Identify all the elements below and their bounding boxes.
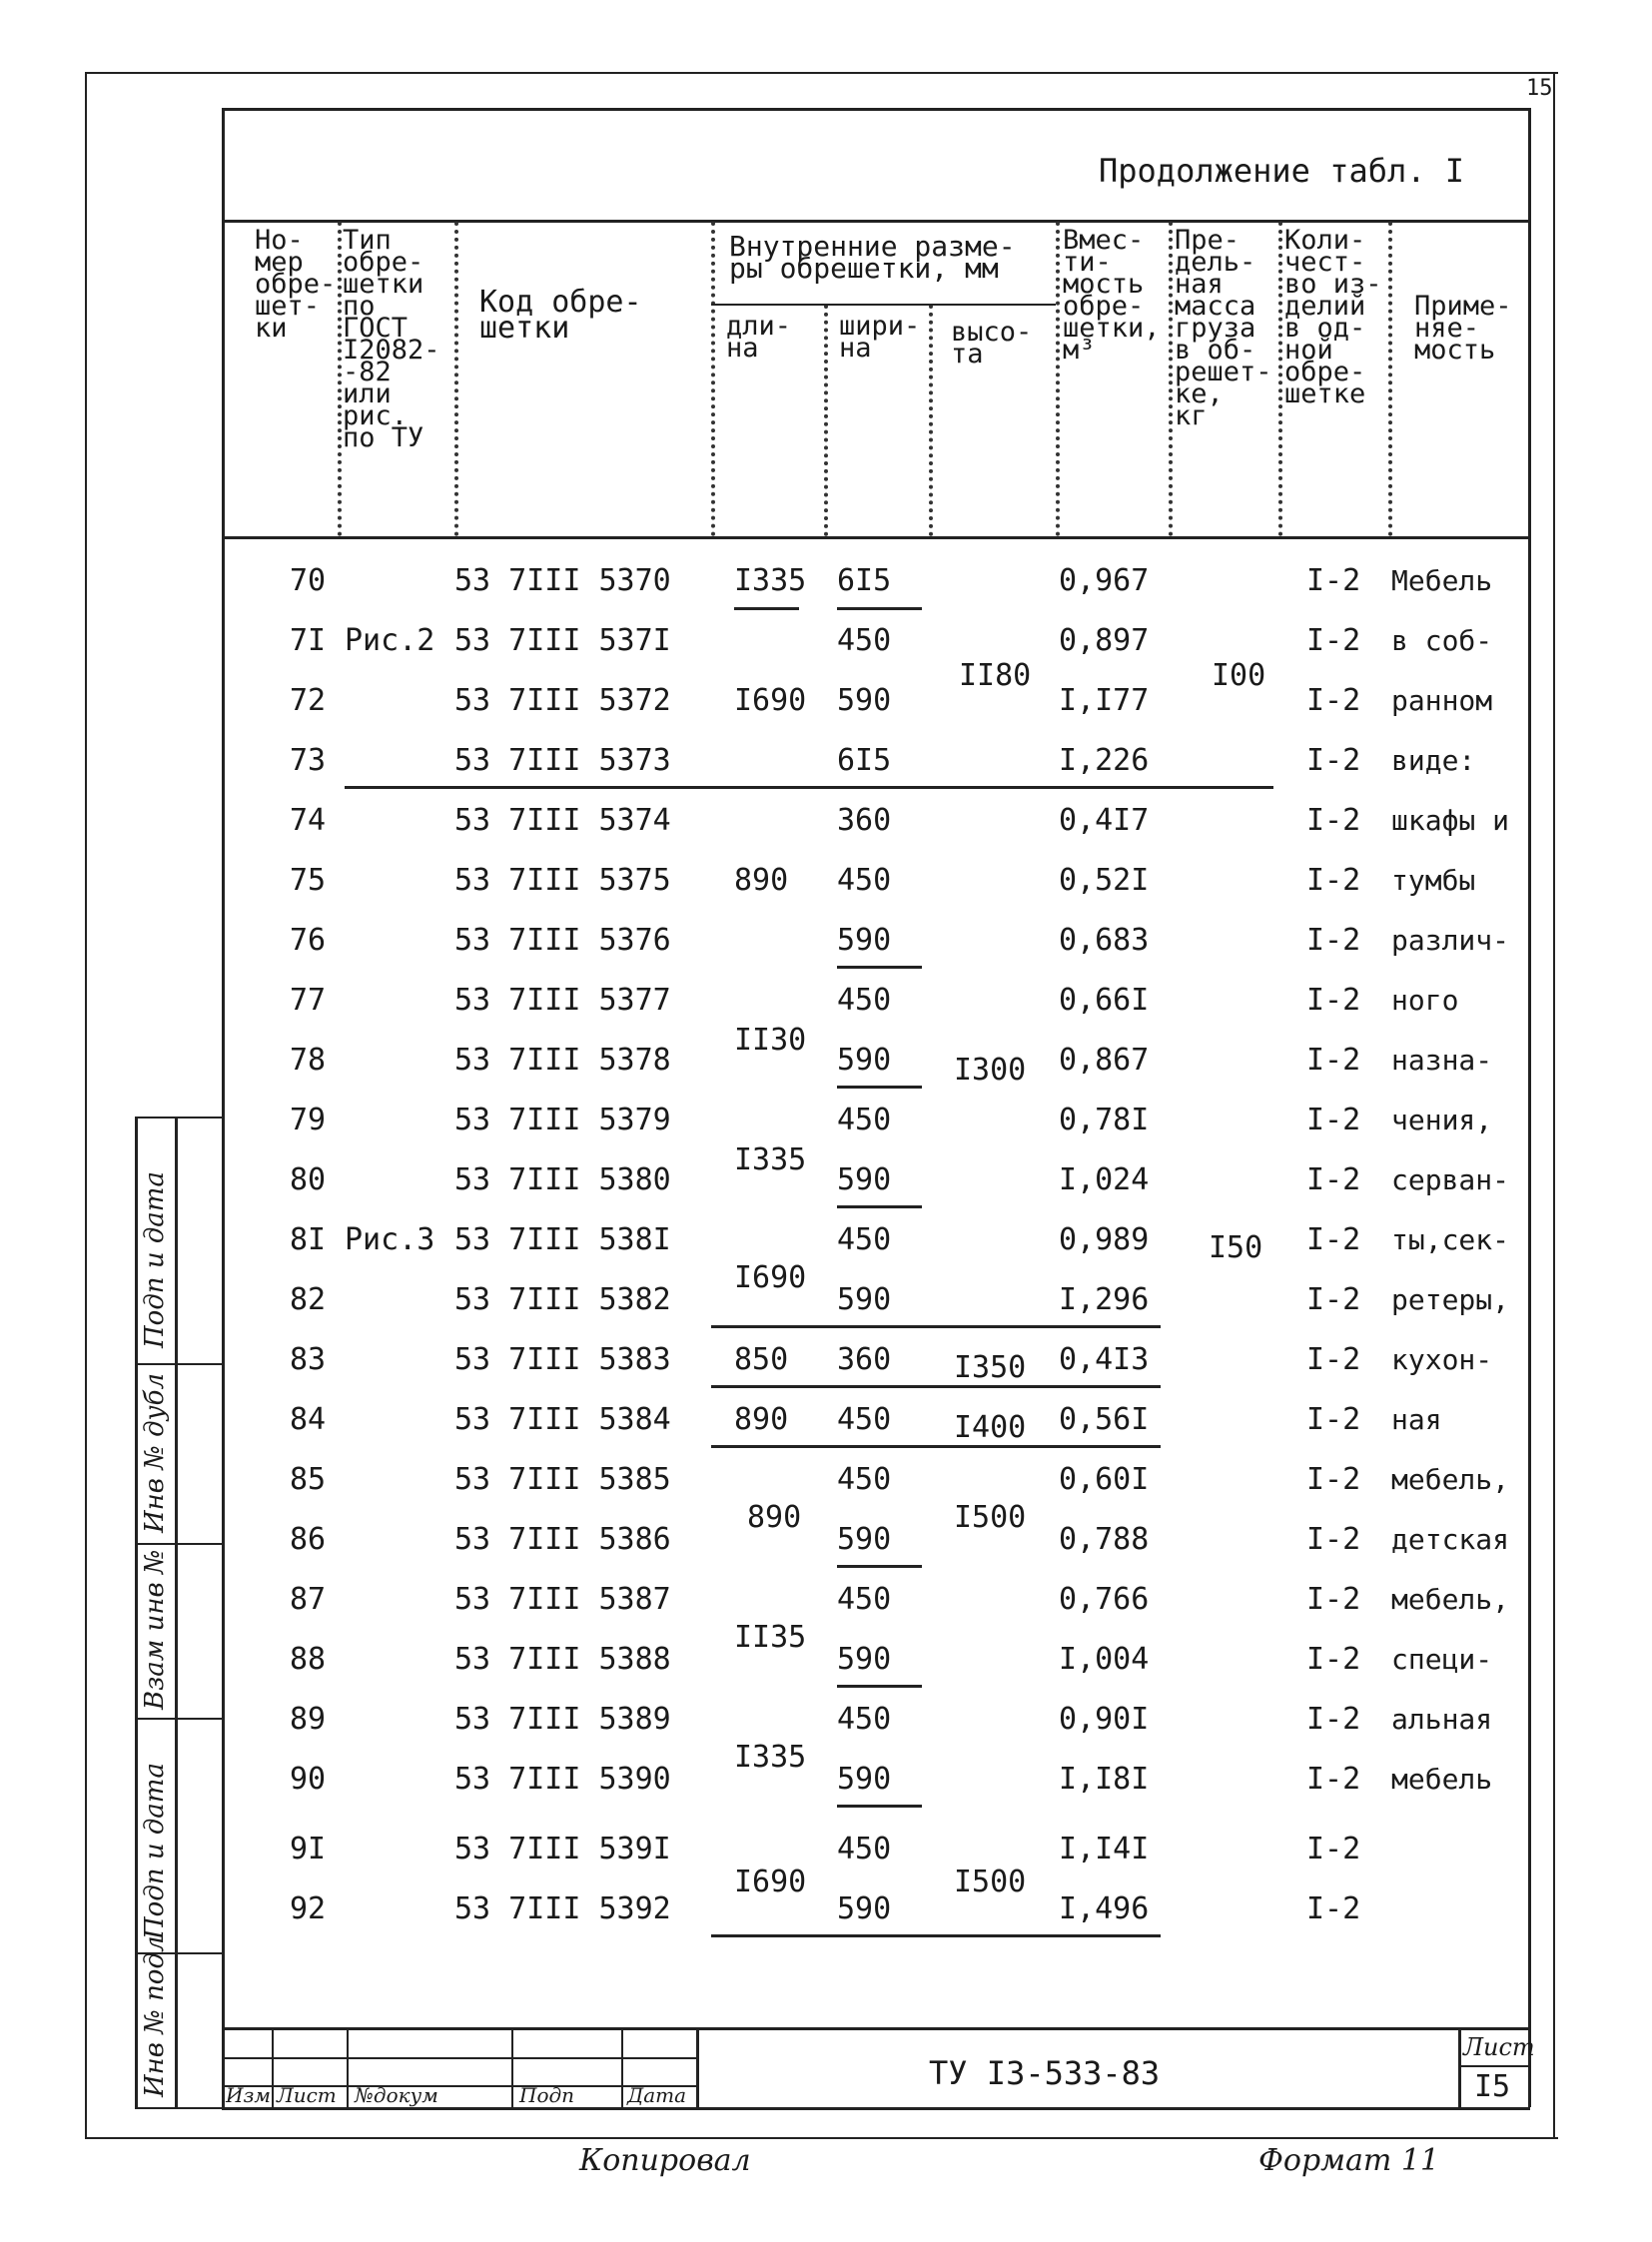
header-code: Код обре- шетки — [479, 285, 642, 346]
title-block-col — [511, 2027, 513, 2107]
row-volume: 0,683 — [1059, 923, 1150, 958]
title-block-col — [621, 2027, 623, 2107]
side-sep — [135, 2107, 222, 2109]
divider — [1388, 222, 1392, 536]
row-qty: I-2 — [1306, 1222, 1361, 1257]
row-code: 53 7III 5372 — [454, 683, 671, 718]
row-qty: I-2 — [1306, 743, 1361, 778]
row-width: 590 — [837, 923, 892, 958]
tb-col-sign: Подп — [519, 2083, 575, 2107]
row-qty: I-2 — [1306, 1342, 1361, 1377]
sheet-label: Лист — [1463, 2033, 1535, 2061]
row-note: специ- — [1391, 1643, 1493, 1676]
row-code: 53 7III 5370 — [454, 563, 671, 598]
side-label-sign-date: Подп и дата — [140, 1171, 170, 1348]
row-width: 450 — [837, 1103, 892, 1137]
header-mass: Пре- дель- ная масса груза в об- решет- ке, кг — [1175, 225, 1272, 431]
table-border-top — [222, 108, 1530, 111]
row-qty: I-2 — [1306, 1582, 1361, 1617]
row-width: 6I5 — [837, 563, 892, 598]
row-number: 79 — [290, 1103, 327, 1137]
side-label-orig-inv: Инв № подл — [140, 1935, 170, 2097]
row-number: 84 — [290, 1402, 327, 1437]
row-volume: I,I4I — [1059, 1832, 1150, 1867]
caption: Продолжение табл. I — [1099, 152, 1465, 190]
row-width: 450 — [837, 1222, 892, 1257]
header-width: шири- на — [839, 311, 921, 364]
row-width: 590 — [837, 1282, 892, 1317]
row-volume: 0,766 — [1059, 1582, 1150, 1617]
row-note: ранном — [1391, 684, 1493, 717]
merged-length: I690 — [734, 1260, 807, 1295]
row-width: 360 — [837, 1342, 892, 1377]
row-qty: I-2 — [1306, 1891, 1361, 1926]
side-label-dup-inv: Инв № дубл — [140, 1372, 170, 1533]
title-block-line — [1458, 2065, 1530, 2067]
tb-col-list: Лист — [277, 2083, 337, 2107]
title-block-col — [1458, 2027, 1461, 2107]
header-inner-dims: Внутренние разме- ры обрешетки, мм — [729, 230, 1016, 285]
row-width: 590 — [837, 1522, 892, 1557]
row-number: 77 — [290, 983, 327, 1018]
row-volume: 0,867 — [1059, 1043, 1150, 1078]
row-length: 850 — [734, 1342, 789, 1377]
row-note: виде: — [1391, 744, 1476, 777]
row-length: I690 — [734, 683, 807, 718]
row-code: 53 7III 5383 — [454, 1342, 671, 1377]
merged-length: I690 — [734, 1865, 807, 1899]
row-qty: I-2 — [1306, 1402, 1361, 1437]
row-number: 76 — [290, 923, 327, 958]
group-underline — [711, 1325, 1161, 1328]
row-width: 450 — [837, 863, 892, 898]
page-number: 15 — [1526, 76, 1553, 101]
table-border-left — [222, 108, 225, 2107]
row-qty: I-2 — [1306, 1762, 1361, 1797]
row-qty: I-2 — [1306, 803, 1361, 838]
row-qty: I-2 — [1306, 1522, 1361, 1557]
title-block-bottom — [222, 2107, 1530, 2110]
row-number: 70 — [290, 563, 327, 598]
row-width: 590 — [837, 1043, 892, 1078]
row-type: Рис.2 — [345, 623, 435, 658]
title-block-line — [222, 2057, 696, 2059]
row-volume: I,I8I — [1059, 1762, 1150, 1797]
side-sep — [135, 1718, 222, 1720]
row-width: 6I5 — [837, 743, 892, 778]
side-label-replace-inv: Взам инв № — [140, 1549, 170, 1710]
header-bottom-line — [222, 536, 1530, 539]
row-number: 78 — [290, 1043, 327, 1078]
row-number: 75 — [290, 863, 327, 898]
merged-height: I500 — [954, 1500, 1027, 1535]
row-volume: 0,4I3 — [1059, 1342, 1150, 1377]
group-underline — [837, 1205, 922, 1208]
row-code: 53 7III 5389 — [454, 1702, 671, 1737]
row-qty: I-2 — [1306, 1162, 1361, 1197]
row-width: 450 — [837, 1702, 892, 1737]
row-code: 53 7III 5386 — [454, 1522, 671, 1557]
row-width: 590 — [837, 1762, 892, 1797]
divider — [1169, 222, 1173, 536]
sheet-number: I5 — [1474, 2069, 1511, 2104]
row-volume: 0,78I — [1059, 1103, 1150, 1137]
row-volume: 0,989 — [1059, 1222, 1150, 1257]
title-block-col — [272, 2027, 274, 2107]
footer-format: Формат 11 — [1258, 2143, 1440, 2178]
tb-col-date: Дата — [627, 2083, 687, 2107]
row-width: 450 — [837, 1462, 892, 1497]
header-volume: Вмес- ти- мость обре- шетки, м³ — [1063, 225, 1161, 366]
row-volume: 0,66I — [1059, 983, 1150, 1018]
row-number: 90 — [290, 1762, 327, 1797]
row-note: Мебель — [1391, 564, 1493, 597]
header-height: высо- та — [951, 317, 1033, 370]
row-number: 82 — [290, 1282, 327, 1317]
row-qty: I-2 — [1306, 923, 1361, 958]
row-note: альная — [1391, 1703, 1493, 1736]
row-number: 92 — [290, 1891, 327, 1926]
title-block-top — [222, 2027, 1530, 2030]
merged-height: I500 — [954, 1865, 1027, 1899]
row-code: 53 7III 5392 — [454, 1891, 671, 1926]
side-column-left — [135, 1117, 138, 2107]
row-code: 53 7III 5377 — [454, 983, 671, 1018]
row-note: чения, — [1391, 1104, 1493, 1136]
frame-right — [1553, 72, 1555, 2139]
row-width: 450 — [837, 1582, 892, 1617]
row-qty: I-2 — [1306, 683, 1361, 718]
row-volume: I,I77 — [1059, 683, 1150, 718]
row-width: 450 — [837, 1832, 892, 1867]
row-width: 590 — [837, 683, 892, 718]
row-number: 8I — [290, 1222, 327, 1257]
merged-height: I300 — [954, 1053, 1027, 1088]
divider — [711, 222, 715, 536]
row-code: 53 7III 5373 — [454, 743, 671, 778]
row-qty: I-2 — [1306, 1282, 1361, 1317]
row-type: Рис.3 — [345, 1222, 435, 1257]
row-number: 9I — [290, 1832, 327, 1867]
row-volume: I,004 — [1059, 1642, 1150, 1677]
header-top-line — [222, 220, 1530, 223]
merged-mass: I00 — [1212, 658, 1266, 693]
row-code: 53 7III 5379 — [454, 1103, 671, 1137]
divider — [824, 305, 828, 536]
row-width: 450 — [837, 1402, 892, 1437]
row-code: 53 7III 5384 — [454, 1402, 671, 1437]
row-code: 53 7III 5382 — [454, 1282, 671, 1317]
row-number: 86 — [290, 1522, 327, 1557]
side-column-mid — [175, 1117, 178, 2107]
row-length: I335 — [734, 563, 807, 598]
row-volume: 0,90I — [1059, 1702, 1150, 1737]
header-num: Но- мер обре- шет- ки — [255, 225, 337, 344]
header-note: Приме- няе- мость — [1414, 291, 1512, 366]
row-volume: 0,897 — [1059, 623, 1150, 658]
inner-dims-divider — [711, 304, 1056, 306]
row-width: 590 — [837, 1891, 892, 1926]
divider — [454, 222, 458, 536]
row-code: 53 7III 5375 — [454, 863, 671, 898]
divider — [338, 222, 342, 536]
row-number: 87 — [290, 1582, 327, 1617]
row-volume: I,024 — [1059, 1162, 1150, 1197]
document-code: ТУ I3-533-83 — [929, 2054, 1161, 2092]
row-code: 53 7III 538I — [454, 1222, 671, 1257]
header-type: Тип обре- шетки по ГОСТ I2082- -82 или рис. по ТУ — [343, 225, 440, 453]
row-code: 53 7III 537I — [454, 623, 671, 658]
row-volume: 0,60I — [1059, 1462, 1150, 1497]
row-width: 360 — [837, 803, 892, 838]
row-code: 53 7III 539I — [454, 1832, 671, 1867]
frame-top — [85, 72, 1558, 74]
row-code: 53 7III 5385 — [454, 1462, 671, 1497]
row-number: 83 — [290, 1342, 327, 1377]
row-length: 890 — [734, 1402, 789, 1437]
frame-left — [85, 72, 87, 2139]
row-note: ная — [1391, 1403, 1442, 1436]
merged-height: I350 — [954, 1350, 1027, 1385]
group-underline — [345, 786, 1273, 789]
group-underline — [837, 607, 922, 610]
merged-height: II80 — [959, 658, 1032, 693]
divider — [1278, 222, 1282, 536]
row-note: различ- — [1391, 924, 1510, 957]
row-note: мебель — [1391, 1763, 1493, 1796]
title-block-col — [696, 2027, 699, 2107]
row-code: 53 7III 5388 — [454, 1642, 671, 1677]
row-note: мебель, — [1391, 1583, 1510, 1616]
row-qty: I-2 — [1306, 623, 1361, 658]
table-border-right — [1528, 108, 1531, 2107]
merged-length: 890 — [747, 1500, 802, 1535]
row-volume: 0,967 — [1059, 563, 1150, 598]
row-number: 73 — [290, 743, 327, 778]
row-qty: I-2 — [1306, 983, 1361, 1018]
side-sep — [135, 1117, 222, 1119]
row-volume: I,496 — [1059, 1891, 1150, 1926]
row-qty: I-2 — [1306, 1103, 1361, 1137]
group-underline — [837, 1086, 922, 1089]
footer-copied: Копировал — [579, 2143, 751, 2178]
header-qty: Коли- чест- во из- делий в од- ной обре- шетке — [1284, 225, 1382, 409]
row-code: 53 7III 5376 — [454, 923, 671, 958]
row-qty: I-2 — [1306, 1043, 1361, 1078]
group-underline — [711, 1445, 1161, 1448]
row-volume: 0,56I — [1059, 1402, 1150, 1437]
row-note: в соб- — [1391, 624, 1493, 657]
group-underline — [837, 1565, 922, 1568]
row-volume: 0,4I7 — [1059, 803, 1150, 838]
row-number: 72 — [290, 683, 327, 718]
row-qty: I-2 — [1306, 563, 1361, 598]
row-number: 85 — [290, 1462, 327, 1497]
row-qty: I-2 — [1306, 1462, 1361, 1497]
row-volume: 0,788 — [1059, 1522, 1150, 1557]
row-number: 88 — [290, 1642, 327, 1677]
tb-col-izm: Изм — [226, 2083, 271, 2107]
row-note: кухон- — [1391, 1343, 1493, 1376]
side-sep — [135, 1363, 222, 1365]
row-note: серван- — [1391, 1163, 1510, 1196]
tb-col-docnum: №докум — [355, 2083, 438, 2107]
row-width: 450 — [837, 983, 892, 1018]
row-code: 53 7III 5374 — [454, 803, 671, 838]
side-label-sign-date-2: Подп и дата — [140, 1763, 170, 1939]
row-width: 450 — [837, 623, 892, 658]
row-qty: I-2 — [1306, 1642, 1361, 1677]
frame-bottom — [85, 2137, 1558, 2139]
row-number: 74 — [290, 803, 327, 838]
merged-height: I400 — [954, 1410, 1027, 1445]
row-qty: I-2 — [1306, 1832, 1361, 1867]
row-note: детская — [1391, 1523, 1510, 1556]
divider — [929, 305, 933, 536]
divider — [1056, 222, 1060, 536]
row-volume: I,296 — [1059, 1282, 1150, 1317]
merged-mass: I50 — [1209, 1230, 1263, 1265]
row-note: мебель, — [1391, 1463, 1510, 1496]
header-length: дли- на — [726, 311, 792, 364]
row-width: 590 — [837, 1162, 892, 1197]
row-note: шкафы и — [1391, 804, 1510, 837]
row-qty: I-2 — [1306, 1702, 1361, 1737]
row-note: назна- — [1391, 1044, 1493, 1077]
merged-length: I335 — [734, 1142, 807, 1177]
row-code: 53 7III 5378 — [454, 1043, 671, 1078]
row-note: ты,сек- — [1391, 1223, 1510, 1256]
row-qty: I-2 — [1306, 863, 1361, 898]
row-length: 890 — [734, 863, 789, 898]
row-volume: 0,52I — [1059, 863, 1150, 898]
row-number: 89 — [290, 1702, 327, 1737]
title-block-col — [347, 2027, 349, 2107]
group-underline — [837, 1805, 922, 1808]
group-underline — [837, 966, 922, 969]
side-sep — [135, 1543, 222, 1545]
row-code: 53 7III 5390 — [454, 1762, 671, 1797]
merged-length: II30 — [734, 1023, 807, 1058]
row-note: ретеры, — [1391, 1283, 1510, 1316]
merged-length: I335 — [734, 1740, 807, 1775]
row-number: 80 — [290, 1162, 327, 1197]
group-underline — [734, 607, 799, 610]
row-width: 590 — [837, 1642, 892, 1677]
row-note: тумбы — [1391, 864, 1476, 897]
group-underline — [711, 1385, 1161, 1388]
group-underline — [837, 1685, 922, 1688]
row-note: ного — [1391, 984, 1459, 1017]
merged-length: II35 — [734, 1620, 807, 1655]
row-volume: I,226 — [1059, 743, 1150, 778]
group-underline — [711, 1934, 1161, 1937]
row-number: 7I — [290, 623, 327, 658]
row-code: 53 7III 5380 — [454, 1162, 671, 1197]
row-code: 53 7III 5387 — [454, 1582, 671, 1617]
